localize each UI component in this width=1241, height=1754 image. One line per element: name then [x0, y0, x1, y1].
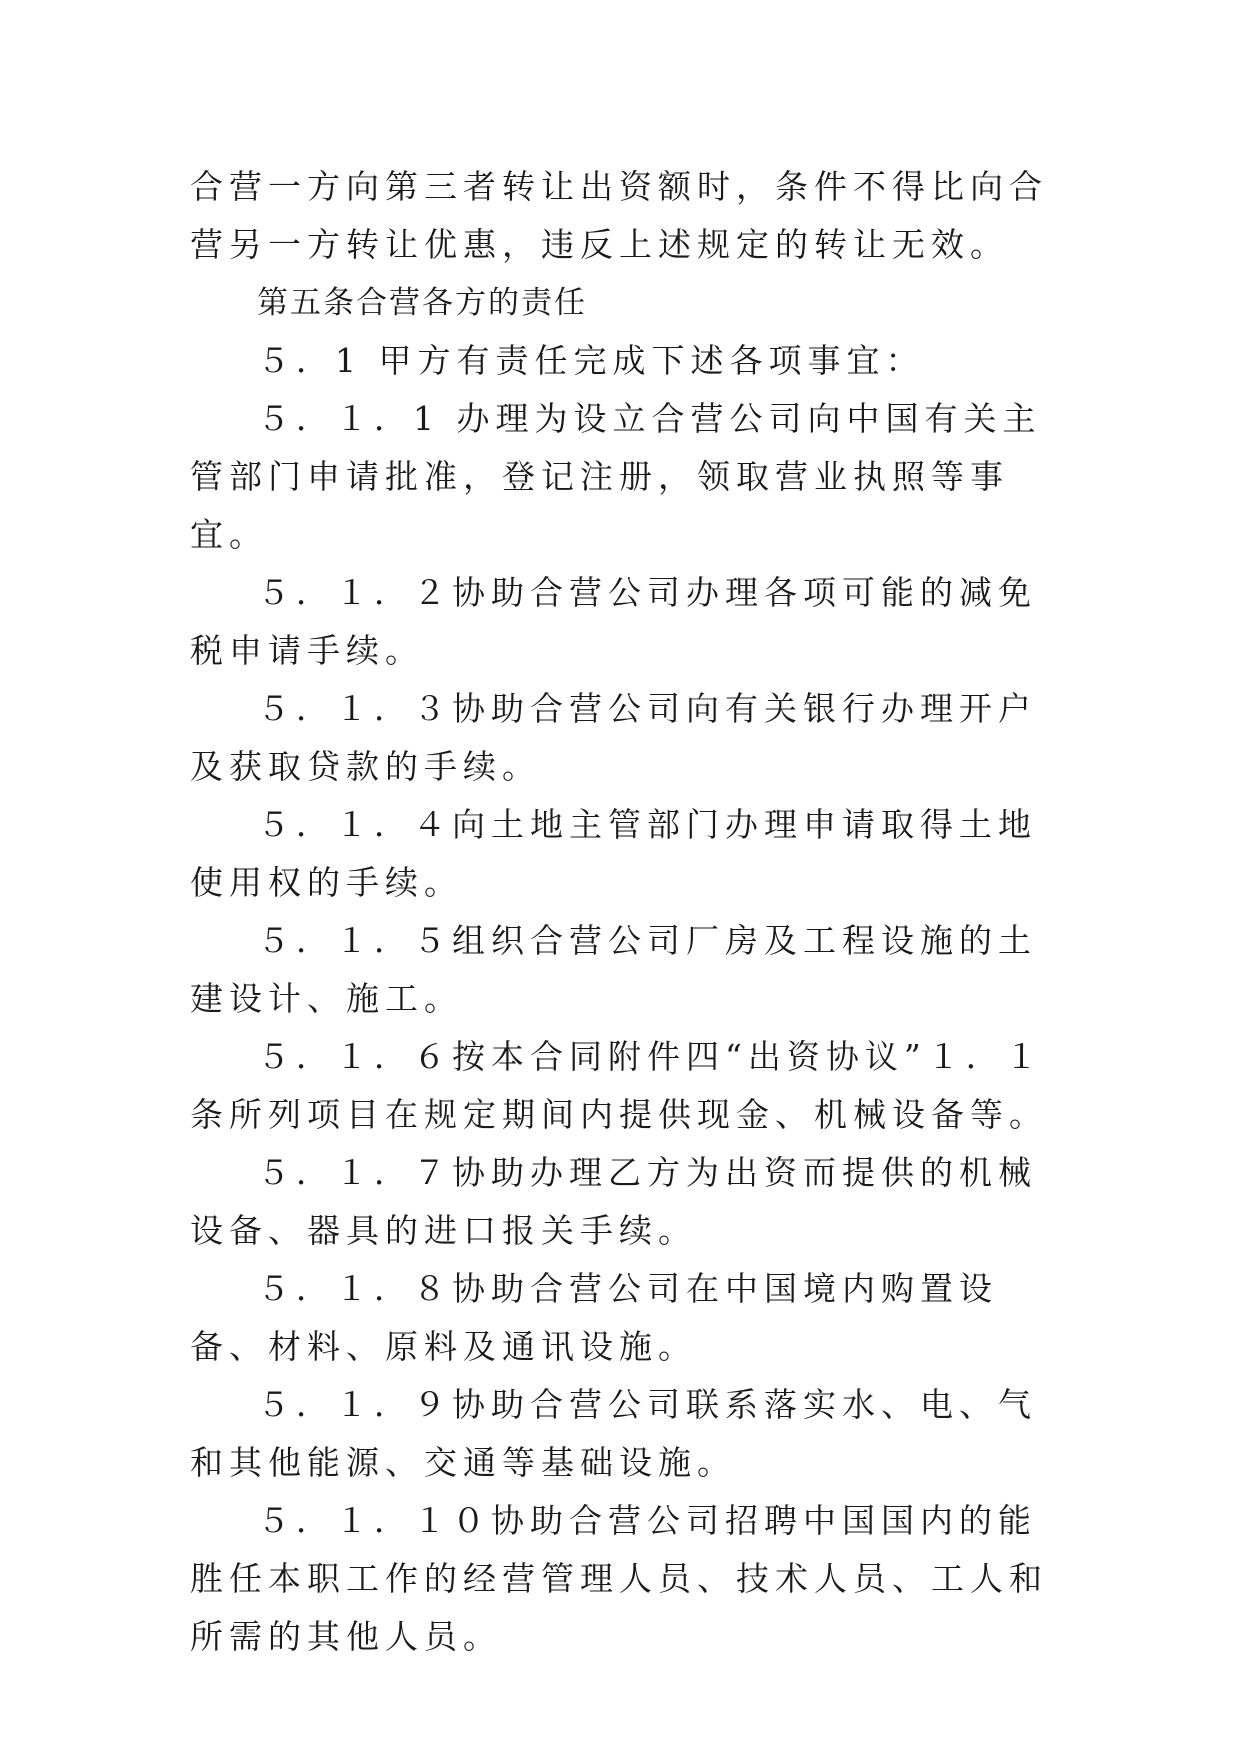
section-heading: 第五条合营各方的责任 — [257, 285, 587, 321]
clause-5-1-10: ５．１．１０协助合营公司招聘中国国内的能胜任本职工作的经营管理人员、技术人员、工人和所需的其他人员。 — [190, 1501, 1048, 1656]
clause-5-1-4: ５．１．４向土地主管部门办理申请取得土地使用权的手续。 — [190, 805, 1037, 902]
document-body — [190, 158, 1070, 1666]
clause-5-1-5: ５．１．５组织合营公司厂房及工程设施的土建设计、施工。 — [190, 921, 1037, 1018]
clause-5-1-7: ５．１．７协助办理乙方为出资而提供的机械设备、器具的进口报关手续。 — [190, 1153, 1037, 1250]
clause-5-1: ５．1 甲方有责任完成下述各项事宜： — [257, 341, 925, 380]
clause-5-1-2: ５．１．２协助合营公司办理各项可能的减免税申请手续。 — [190, 573, 1037, 670]
clause-5-1-1: ５．１．1 办理为设立合营公司向中国有关主管部门申请批准，登记注册，领取营业执照等事宜。 — [190, 399, 1042, 554]
clause-5-1-8: ５．１．８协助合营公司在中国境内购置设备、材料、原料及通讯设施。 — [190, 1269, 998, 1366]
clause-5-1-3: ５．１．３协助合营公司向有关银行办理开户及获取贷款的手续。 — [190, 689, 1037, 786]
clause-5-1-9: ５．１．９协助合营公司联系落实水、电、气和其他能源、交通等基础设施。 — [190, 1385, 1037, 1482]
paragraph-transfer-clause: 合营一方向第三者转让出资额时，条件不得比向合营另一方转让优惠，违反上述规定的转让无效。 — [190, 167, 1048, 264]
clause-5-1-6: ５．１．６按本合同附件四“出资协议”１．１条所列项目在规定期间内提供现金、机械设备等。 — [190, 1037, 1048, 1134]
